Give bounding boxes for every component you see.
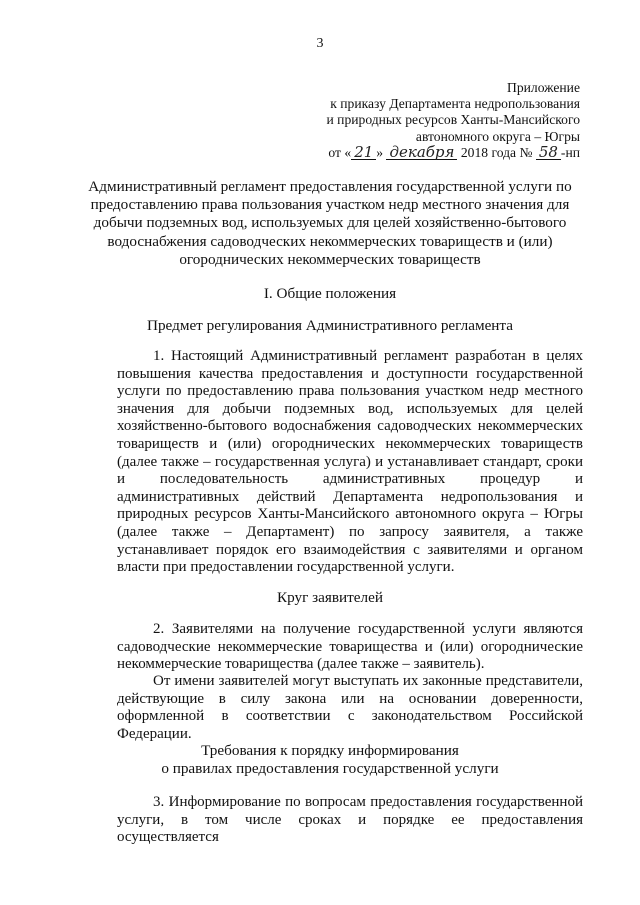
date-mid: » [376, 144, 384, 160]
heading-applicants: Круг заявителей [277, 589, 383, 606]
date-prefix: от « [328, 144, 352, 160]
paragraph-1: 1. Настоящий Административный регламент разработан в целях повышения качества предоставления и доступности государственной услуги по предоставлению права пользования участком недр местного значения для добычи подземных вод, используемых для целей хозяйственно-бытового водоснабжения садоводческих некоммерческих товариществ и (или) огороднических некоммерческих товариществ (далее также – государственная услуга) и устанавливает стандарт, сроки и последовательность административных процедур и административных действий Департамента недропользования и природных ресурсов Ханты-Мансийского автономного округа – Югры (далее также – Департамент) по запросу заявителя, а также устанавливает порядок его взаимодействия с заявителями и органом власти при предоставлении государственной услуги. [117, 348, 583, 576]
appendix-line-1: Приложение [507, 80, 580, 95]
appendix-date-line [250, 142, 580, 161]
paragraph-2: 2. Заявителями на получение государственной услуги являются садоводческие некоммерческие товарищества и (или) огороднические некоммерческие товарищества (далее также – заявитель). [117, 621, 583, 673]
appendix-line-4: автономного округа – Югры [415, 128, 580, 144]
handwritten-month: декабря [386, 146, 457, 160]
appendix-line-2: к приказу Департамента недропользования [330, 96, 580, 112]
date-year: 2018 года № [460, 144, 533, 160]
document-title: Административный регламент предоставления государственной услуги по предоставлению права пользования участком недр местного значения для добычи подземных вод, используемых для целей хозяйственно-бытового водоснабжения садоводческих некоммерческих товариществ и (или) огороднических некоммерческих товариществ [88, 178, 572, 268]
paragraph-2-representatives: От имени заявителей могут выступать их законные представители, действующие в силу закона или на основании доверенности, оформленной в соответствии с законодательством Российской Федерации. [117, 673, 583, 742]
handwritten-number: 58 [536, 146, 561, 160]
appendix-line-3: и природных ресурсов Ханты-Мансийского [326, 112, 580, 128]
appendix-block [250, 80, 580, 161]
heading-informing-line-1: Требования к порядку информирования [201, 742, 459, 759]
section-heading-general: I. Общие положения [263, 285, 397, 302]
handwritten-day: 21 [351, 146, 376, 160]
heading-informing-line-2: о правилах предоставления государственной услуги [161, 760, 499, 777]
page-number: 3 [316, 36, 324, 51]
paragraph-3: 3. Информирование по вопросам предоставления государственной услуги, в том числе сроках и порядке ее предоставления осуществляется [117, 794, 583, 846]
number-suffix: -нп [560, 144, 580, 160]
subheading-regulation-subject: Предмет регулирования Административного регламента [147, 317, 513, 334]
